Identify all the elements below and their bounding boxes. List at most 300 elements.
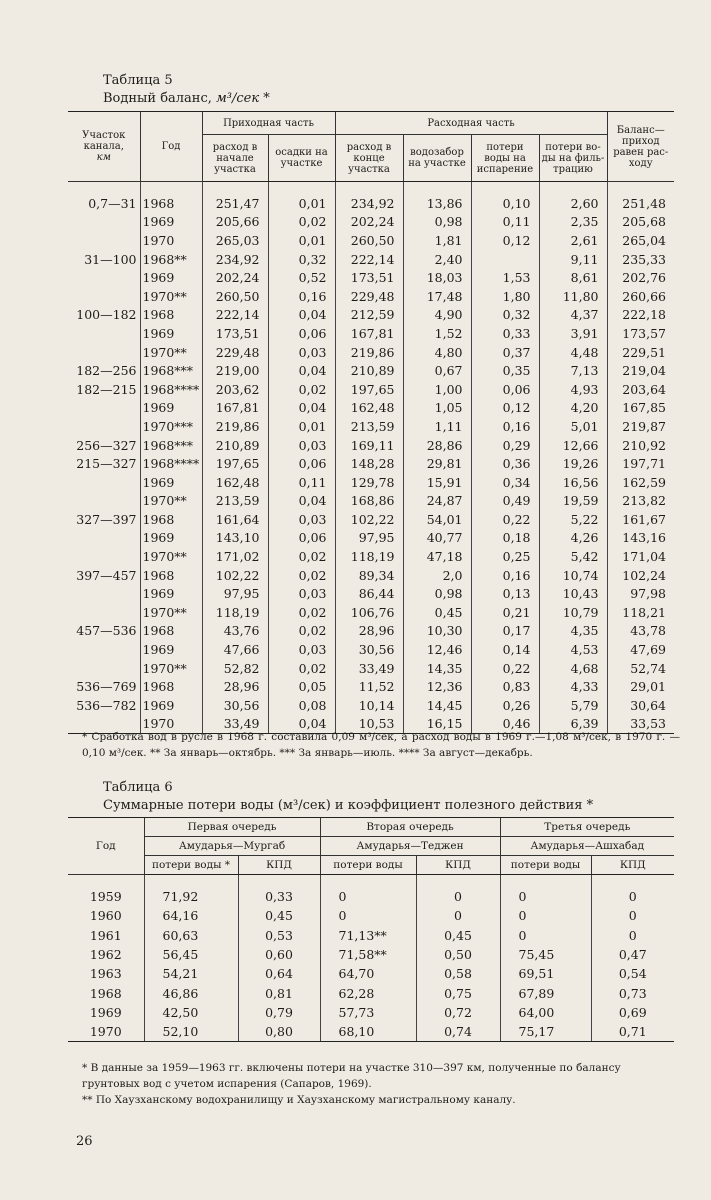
cell-value: 52,74 [607, 659, 674, 678]
cell-value: 143,10 [202, 529, 268, 548]
cell-value: 56,45 [144, 945, 238, 964]
cell-value: 4,93 [539, 380, 607, 399]
table5-footnote: * Сработка вод в русле в 1968 г. составила 0,09 м³/сек, а расход воды в 1969 г.—1,08 м³/сек, в 1970 г. —0,10 м³/сек. ** За январь—октябрь. *** За январь—июль. **** За август—декабрь. [82, 731, 680, 759]
cell-value: 106,76 [335, 603, 403, 622]
t6-col-kpd-2: КПД [416, 856, 500, 875]
t6-route-2: Амударья—Теджен [320, 837, 500, 856]
cell-value: 260,50 [202, 287, 268, 306]
cell-value: 0,02 [268, 380, 335, 399]
cell-value: 213,82 [607, 492, 674, 511]
table-row [68, 231, 674, 250]
cell-value: 46,86 [144, 983, 238, 1002]
cell-value: 102,22 [335, 510, 403, 529]
cell-value: 0,04 [268, 399, 335, 418]
cell-section [68, 529, 140, 548]
cell-value: 11,80 [539, 287, 607, 306]
cell-value: 0,32 [268, 250, 335, 269]
col-section: Участок канала, км [68, 112, 140, 182]
cell-value: 0,01 [268, 194, 335, 213]
cell-value: 12,46 [403, 640, 471, 659]
table6-footnote-1: * В данные за 1959—1963 гг. включены потери на участке 310—397 км, полученные по балансу грунтовых вод с учетом испарения (Сапаров, 1969). [82, 1062, 621, 1090]
cell-value: 0,03 [268, 584, 335, 603]
table-row [68, 324, 674, 343]
cell-year: 1970** [140, 343, 202, 362]
cell-value: 0,45 [416, 926, 500, 945]
cell-section [68, 584, 140, 603]
col-intake: водозабор на участке [403, 135, 471, 182]
col-income: Приходная часть [202, 112, 335, 135]
table-row [68, 659, 674, 678]
cell-year: 1969 [140, 640, 202, 659]
table5-body [68, 182, 674, 734]
t6-col-kpd-1: КПД [238, 856, 320, 875]
cell-value: 4,37 [539, 306, 607, 325]
cell-value: 12,36 [403, 677, 471, 696]
table5-subtitle [103, 90, 270, 108]
cell-value: 171,02 [202, 547, 268, 566]
col-expense: Расходная часть [335, 112, 607, 135]
cell-value: 42,50 [144, 1003, 238, 1022]
cell-value: 161,64 [202, 510, 268, 529]
cell-value: 97,95 [335, 529, 403, 548]
cell-value: 212,59 [335, 306, 403, 325]
cell-value: 171,04 [607, 547, 674, 566]
cell-value: 0,12 [471, 399, 539, 418]
cell-value: 6,39 [539, 715, 607, 734]
table5-subtitle-text: Водный баланс, [103, 91, 212, 106]
cell-year: 1970** [140, 287, 202, 306]
cell-value: 0,36 [471, 454, 539, 473]
cell-value: 229,51 [607, 343, 674, 362]
cell-value: 162,59 [607, 473, 674, 492]
col-evaporation: потери воды на испарение [471, 135, 539, 182]
cell-value: 0,13 [471, 584, 539, 603]
cell-value: 10,79 [539, 603, 607, 622]
cell-value: 210,89 [202, 436, 268, 455]
cell-section: 0,7—31 [88, 195, 137, 211]
cell-value: 62,28 [320, 983, 416, 1002]
cell-value: 4,35 [539, 622, 607, 641]
cell-value: 47,69 [607, 640, 674, 659]
cell-value: 12,66 [539, 436, 607, 455]
cell-value: 173,51 [202, 324, 268, 343]
cell-value: 0,67 [403, 361, 471, 380]
cell-section [68, 492, 140, 511]
cell-value: 4,80 [403, 343, 471, 362]
table-row [68, 677, 674, 696]
t6-queue-1: Первая очередь [144, 818, 320, 837]
cell-value: 2,0 [403, 566, 471, 585]
col-income-start: расход в начале участка [202, 135, 268, 182]
cell-value: 2,61 [539, 231, 607, 250]
cell-value: 210,89 [335, 361, 403, 380]
cell-value: 52,82 [202, 659, 268, 678]
cell-year: 1968 [140, 306, 202, 325]
table-row [68, 1003, 674, 1022]
cell-value: 0,05 [268, 677, 335, 696]
cell-value: 0,98 [403, 584, 471, 603]
cell-value: 5,42 [539, 547, 607, 566]
cell-value: 24,87 [403, 492, 471, 511]
cell-section: 536—769 [76, 679, 137, 695]
table-row [68, 343, 674, 362]
cell-value: 234,92 [335, 194, 403, 213]
cell-value: 14,45 [403, 696, 471, 715]
cell-value: 234,92 [202, 250, 268, 269]
cell-value: 0,04 [268, 715, 335, 734]
table6-footnote-2: ** По Хаузханскому водохранилищу и Хаузханскому магистральному каналу. [82, 1094, 516, 1106]
cell-value: 69,51 [500, 964, 591, 983]
cell-section [68, 640, 140, 659]
cell-value: 202,76 [607, 268, 674, 287]
cell-value: 17,48 [403, 287, 471, 306]
cell-value: 52,10 [144, 1022, 238, 1042]
cell-value: 0,11 [268, 473, 335, 492]
cell-value: 3,91 [539, 324, 607, 343]
cell-value: 0,72 [416, 1003, 500, 1022]
cell-section: 215—327 [76, 456, 137, 472]
cell-value: 235,33 [607, 250, 674, 269]
cell-value: 67,89 [500, 983, 591, 1002]
cell-value: 30,64 [607, 696, 674, 715]
cell-section [68, 547, 140, 566]
cell-value: 0,06 [268, 324, 335, 343]
cell-section: 536—782 [76, 697, 137, 713]
cell-year: 1959 [89, 889, 122, 905]
cell-section [68, 659, 140, 678]
cell-value: 97,95 [202, 584, 268, 603]
table-row [68, 640, 674, 659]
cell-year: 1968*** [140, 436, 202, 455]
table-row [68, 906, 674, 925]
cell-value: 0,22 [471, 510, 539, 529]
cell-value: 0,02 [268, 603, 335, 622]
cell-value: 0,04 [268, 306, 335, 325]
cell-value: 1,00 [403, 380, 471, 399]
cell-value: 4,20 [539, 399, 607, 418]
table-row [68, 510, 674, 529]
cell-value: 0,03 [268, 436, 335, 455]
table-row [68, 622, 674, 641]
cell-section [68, 399, 140, 418]
cell-value: 43,78 [607, 622, 674, 641]
t6-col-loss-3: потери воды [500, 856, 591, 875]
cell-year: 1968** [140, 250, 202, 269]
t6-col-kpd-3: КПД [591, 856, 674, 875]
cell-value: 0,46 [471, 715, 539, 734]
cell-value: 0,45 [403, 603, 471, 622]
cell-value: 19,26 [539, 454, 607, 473]
table-row [68, 529, 674, 548]
cell-year: 1962 [89, 947, 122, 963]
cell-value: 197,65 [335, 380, 403, 399]
cell-value: 89,34 [335, 566, 403, 585]
cell-value: 0,14 [471, 640, 539, 659]
table-row [68, 603, 674, 622]
cell-value: 0,98 [403, 213, 471, 232]
cell-value: 71,58** [320, 945, 416, 964]
cell-value: 167,81 [202, 399, 268, 418]
cell-value: 0,60 [238, 945, 320, 964]
cell-value: 64,16 [144, 906, 238, 925]
cell-value: 0,06 [268, 454, 335, 473]
cell-value: 173,57 [607, 324, 674, 343]
cell-value: 5,79 [539, 696, 607, 715]
cell-section: 31—100 [84, 251, 137, 267]
cell-year: 1970 [140, 715, 202, 734]
cell-value: 1,81 [403, 231, 471, 250]
cell-value: 222,14 [202, 306, 268, 325]
cell-value: 0,50 [416, 945, 500, 964]
table-row [68, 473, 674, 492]
cell-value: 10,30 [403, 622, 471, 641]
cell-value: 210,92 [607, 436, 674, 455]
cell-value: 251,48 [607, 194, 674, 213]
table5-subtitle-unit: м³/сек * [216, 91, 270, 106]
cell-value: 64,00 [500, 1003, 591, 1022]
cell-value: 0,03 [268, 510, 335, 529]
cell-section [68, 603, 140, 622]
cell-value: 102,24 [607, 566, 674, 585]
col-year: Год [140, 112, 202, 182]
cell-value: 10,43 [539, 584, 607, 603]
cell-value: 219,86 [202, 417, 268, 436]
cell-value: 54,01 [403, 510, 471, 529]
cell-year: 1968 [89, 985, 122, 1001]
cell-value: 0,34 [471, 473, 539, 492]
cell-year: 1968 [140, 566, 202, 585]
cell-value: 33,53 [607, 715, 674, 734]
cell-value: 0,01 [268, 417, 335, 436]
cell-value: 203,62 [202, 380, 268, 399]
cell-year: 1968 [140, 622, 202, 641]
table-row [68, 436, 674, 455]
cell-value: 71,13** [320, 926, 416, 945]
cell-value: 8,61 [539, 268, 607, 287]
cell-value: 0,22 [471, 659, 539, 678]
cell-value: 0 [416, 906, 500, 925]
table-row [68, 696, 674, 715]
cell-value: 47,18 [403, 547, 471, 566]
cell-year: 1969 [140, 213, 202, 232]
cell-value: 28,86 [403, 436, 471, 455]
cell-value: 219,86 [335, 343, 403, 362]
cell-value: 0,53 [238, 926, 320, 945]
col-balance: Баланс— приход равен рас- ходу [607, 112, 674, 182]
cell-value: 0,26 [471, 696, 539, 715]
cell-value: 197,65 [202, 454, 268, 473]
cell-value: 71,92 [144, 887, 238, 906]
table-row [68, 268, 674, 287]
table-row [68, 584, 674, 603]
cell-year: 1969 [140, 324, 202, 343]
cell-value: 18,03 [403, 268, 471, 287]
cell-value: 47,66 [202, 640, 268, 659]
cell-value: 0,03 [268, 640, 335, 659]
cell-value: 0,04 [268, 361, 335, 380]
cell-value: 0,52 [268, 268, 335, 287]
table6-body [68, 875, 674, 1042]
cell-year: 1969 [140, 473, 202, 492]
table-row [68, 945, 674, 964]
table5-title: Таблица 5 [103, 73, 173, 88]
water-balance-table [68, 111, 674, 734]
cell-value: 0,49 [471, 492, 539, 511]
table-row [68, 926, 674, 945]
cell-year: 1960 [89, 908, 122, 924]
cell-value: 0,75 [416, 983, 500, 1002]
cell-value: 0 [500, 887, 591, 906]
cell-value: 0,33 [238, 887, 320, 906]
cell-value: 219,87 [607, 417, 674, 436]
cell-value: 203,64 [607, 380, 674, 399]
cell-section [68, 213, 140, 232]
cell-value: 260,66 [607, 287, 674, 306]
cell-value: 0,16 [268, 287, 335, 306]
cell-value: 118,21 [607, 603, 674, 622]
cell-value: 10,14 [335, 696, 403, 715]
cell-value: 4,68 [539, 659, 607, 678]
cell-value: 143,16 [607, 529, 674, 548]
cell-value: 4,33 [539, 677, 607, 696]
cell-value: 4,53 [539, 640, 607, 659]
table6-subtitle: Суммарные потери воды (м³/сек) и коэффициент полезного действия * [103, 798, 594, 813]
cell-value: 2,35 [539, 213, 607, 232]
t6-col-loss-1: потери воды * [144, 856, 238, 875]
cell-year: 1970** [140, 603, 202, 622]
cell-value: 0,21 [471, 603, 539, 622]
t6-col-year: Год [68, 818, 144, 875]
cell-value: 33,49 [335, 659, 403, 678]
cell-year: 1970** [140, 547, 202, 566]
cell-year: 1968 [140, 677, 202, 696]
table-row [68, 964, 674, 983]
table-row [68, 306, 674, 325]
cell-value: 0 [320, 906, 416, 925]
cell-value: 0,16 [471, 417, 539, 436]
table6-title: Таблица 6 [103, 780, 173, 795]
cell-year: 1969 [140, 584, 202, 603]
cell-value: 0 [591, 887, 674, 906]
cell-section: 182—215 [76, 381, 137, 397]
cell-value: 205,66 [202, 213, 268, 232]
cell-year: 1969 [89, 1004, 122, 1020]
cell-value: 1,05 [403, 399, 471, 418]
cell-value: 2,40 [403, 250, 471, 269]
cell-value: 0,37 [471, 343, 539, 362]
cell-year: 1968 [140, 510, 202, 529]
cell-value [471, 250, 539, 269]
cell-value: 0,54 [591, 964, 674, 983]
cell-value: 168,86 [335, 492, 403, 511]
cell-value: 202,24 [335, 213, 403, 232]
cell-value: 205,68 [607, 213, 674, 232]
cell-value: 0,80 [238, 1022, 320, 1042]
cell-value: 0,35 [471, 361, 539, 380]
cell-value: 0,11 [471, 213, 539, 232]
cell-value: 118,19 [202, 603, 268, 622]
cell-value: 265,03 [202, 231, 268, 250]
col-filtration: потери во- ды на филь- трацию [539, 135, 607, 182]
cell-value: 0,71 [591, 1022, 674, 1042]
cell-value: 28,96 [335, 622, 403, 641]
cell-year: 1969 [140, 268, 202, 287]
cell-value: 0,08 [268, 696, 335, 715]
table-row [68, 194, 674, 213]
cell-value: 162,48 [202, 473, 268, 492]
cell-value: 0 [416, 887, 500, 906]
cell-value: 129,78 [335, 473, 403, 492]
cell-value: 29,81 [403, 454, 471, 473]
cell-value: 0,16 [471, 566, 539, 585]
cell-value: 10,74 [539, 566, 607, 585]
cell-value: 0,81 [238, 983, 320, 1002]
cell-value: 202,24 [202, 268, 268, 287]
cell-value: 29,01 [607, 677, 674, 696]
cell-value: 0,02 [268, 213, 335, 232]
cell-year: 1963 [89, 966, 122, 982]
cell-section [68, 343, 140, 362]
cell-year: 1970** [140, 659, 202, 678]
cell-value: 0 [500, 906, 591, 925]
col-precipitation: осадки на участке [268, 135, 335, 182]
cell-value: 0,33 [471, 324, 539, 343]
cell-value: 0,02 [268, 547, 335, 566]
cell-value: 1,53 [471, 268, 539, 287]
cell-value: 60,63 [144, 926, 238, 945]
table6-footnotes [82, 1060, 680, 1108]
cell-section: 256—327 [76, 437, 137, 453]
cell-value: 0,45 [238, 906, 320, 925]
cell-year: 1970 [140, 231, 202, 250]
cell-section: 457—536 [76, 623, 137, 639]
cell-value: 0,10 [471, 194, 539, 213]
cell-value: 97,98 [607, 584, 674, 603]
cell-section [68, 417, 140, 436]
cell-value: 0,02 [268, 622, 335, 641]
cell-year: 1968 [140, 194, 202, 213]
cell-year: 1969 [140, 399, 202, 418]
cell-value: 10,53 [335, 715, 403, 734]
cell-value: 33,49 [202, 715, 268, 734]
cell-value: 102,22 [202, 566, 268, 585]
cell-value: 7,13 [539, 361, 607, 380]
cell-value: 0,01 [268, 231, 335, 250]
cell-value: 4,48 [539, 343, 607, 362]
cell-value: 0,74 [416, 1022, 500, 1042]
cell-value: 0,64 [238, 964, 320, 983]
cell-value: 40,77 [403, 529, 471, 548]
cell-value: 222,14 [335, 250, 403, 269]
table-row [68, 454, 674, 473]
cell-value: 213,59 [202, 492, 268, 511]
cell-value: 4,90 [403, 306, 471, 325]
t6-queue-3: Третья очередь [500, 818, 674, 837]
cell-section: 182—256 [76, 363, 137, 379]
cell-section [68, 268, 140, 287]
cell-value: 0,29 [471, 436, 539, 455]
cell-value: 229,48 [335, 287, 403, 306]
t6-route-1: Амударья—Мургаб [144, 837, 320, 856]
cell-year: 1970 [68, 1022, 144, 1042]
cell-value: 1,52 [403, 324, 471, 343]
cell-value: 57,73 [320, 1003, 416, 1022]
cell-section: 100—182 [76, 307, 137, 323]
cell-value: 0,06 [471, 380, 539, 399]
cell-value: 222,18 [607, 306, 674, 325]
cell-value: 86,44 [335, 584, 403, 603]
table-row [68, 287, 674, 306]
